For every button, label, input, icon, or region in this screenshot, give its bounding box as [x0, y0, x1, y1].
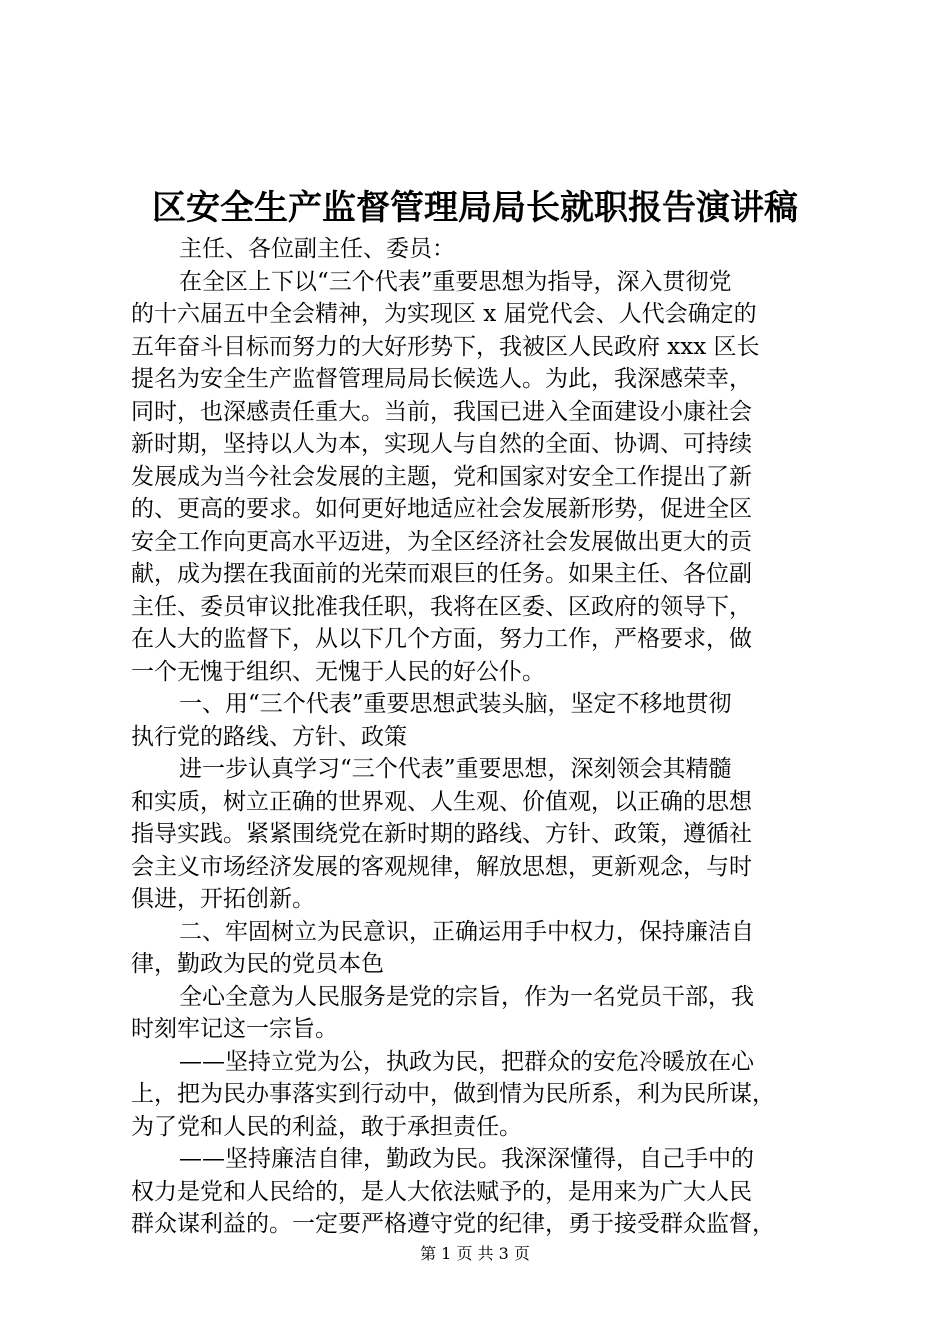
- body-line: 会主义市场经济发展的客观规律，解放思想，更新观念，与时: [131, 853, 752, 880]
- body-line: 进一步认真学习“三个代表”重要思想，深刻领会其精髓: [179, 756, 732, 782]
- body-line: ——坚持立党为公，执政为民，把群众的安危冷暖放在心: [179, 1048, 754, 1075]
- body-line: 主任、委员审议批准我任职，我将在区委、区政府的领导下，: [131, 593, 752, 620]
- body-line: 全心全意为人民服务是党的宗旨，作为一名党员干部，我: [179, 983, 754, 1010]
- body-line: 献，成为摆在我面前的光荣而艰巨的任务。如果主任、各位副: [131, 561, 752, 587]
- body-line: 在人大的监督下，从以下几个方面，努力工作，严格要求，做: [131, 626, 752, 652]
- body-line: 的十六届五中全会精神，为实现区 x 届党代会、人代会确定的: [131, 301, 757, 327]
- body-line: 为了党和人民的利益，敢于承担责任。: [131, 1113, 522, 1140]
- body-line: 群众谋利益的。一定要严格遵守党的纪律，勇于接受群众监督，: [131, 1211, 775, 1237]
- body-line: 俱进，开拓创新。: [131, 886, 315, 912]
- body-line: 发展成为当今社会发展的主题，党和国家对安全工作提出了新: [131, 463, 752, 490]
- body-line: 同时，也深感责任重大。当前，我国已进入全面建设小康社会: [131, 398, 752, 425]
- body-line: 一个无愧于组织、无愧于人民的好公仆。: [131, 658, 545, 685]
- body-line: 提名为安全生产监督管理局局长候选人。为此，我深感荣幸，: [131, 366, 752, 392]
- body-line: 的、更高的要求。如何更好地适应社会发展新形势，促进全区: [131, 496, 752, 522]
- body-line: 五年奋斗目标而努力的大好形势下，我被区人民政府 xxx 区长: [131, 333, 760, 360]
- body-line: 执行党的路线、方针、政策: [131, 723, 407, 750]
- document-body: [131, 233, 831, 1241]
- body-line: 上，把为民办事落实到行动中，做到情为民所系，利为民所谋，: [131, 1081, 775, 1107]
- body-line: ——坚持廉洁自律，勤政为民。我深深懂得，自己手中的: [179, 1146, 754, 1172]
- body-line: 指导实践。紧紧围绕党在新时期的路线、方针、政策，遵循社: [131, 821, 752, 847]
- document-title: 区安全生产监督管理局局长就职报告演讲稿: [152, 188, 798, 228]
- body-line: 二、牢固树立为民意识，正确运用手中权力，保持廉洁自: [179, 918, 754, 945]
- body-line: 一、用“三个代表”重要思想武装头脑，坚定不移地贯彻: [179, 691, 732, 717]
- body-line: 主任、各位副主任、委员：: [179, 236, 455, 262]
- body-line: 时刻牢记这一宗旨。: [131, 1016, 338, 1042]
- page-footer: 第 1 页 共 3 页: [420, 1244, 530, 1263]
- body-line: 安全工作向更高水平迈进，为全区经济社会发展做出更大的贡: [131, 528, 752, 555]
- body-line: 和实质，树立正确的世界观、人生观、价值观，以正确的思想: [131, 788, 752, 815]
- body-line: 权力是党和人民给的，是人大依法赋予的，是用来为广大人民: [131, 1178, 752, 1205]
- body-line: 在全区上下以“三个代表”重要思想为指导，深入贯彻党: [179, 268, 732, 295]
- body-line: 新时期，坚持以人为本，实现人与自然的全面、协调、可持续: [131, 431, 752, 457]
- body-line: 律，勤政为民的党员本色: [131, 951, 384, 977]
